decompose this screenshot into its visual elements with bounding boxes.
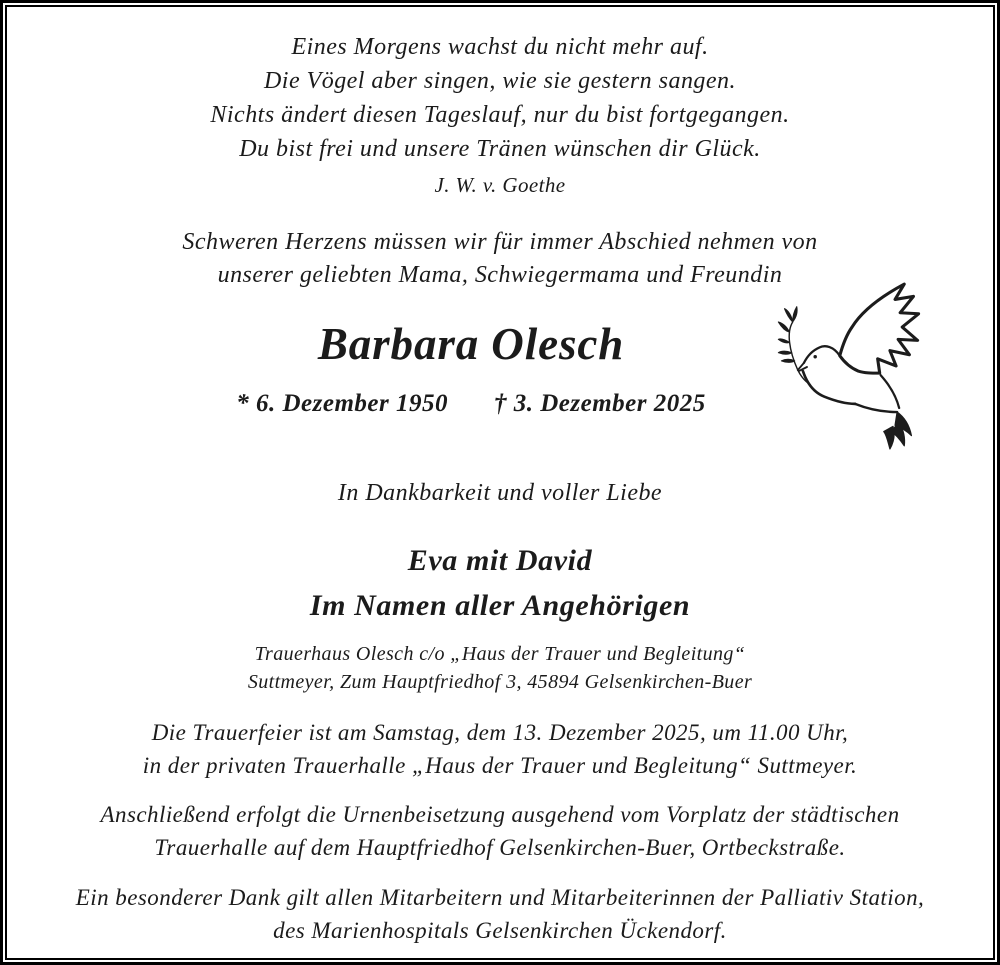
service-line: Die Trauerfeier ist am Samstag, dem 13. Dezember 2025, um 11.00 Uhr, xyxy=(151,720,849,745)
burial-info-section xyxy=(7,798,993,864)
dove-with-olive-branch-icon xyxy=(776,281,924,453)
intro-line: unserer geliebten Mama, Schwiegermama und Freundin xyxy=(217,262,783,288)
burial-line: Anschließend erfolgt die Urnenbeisetzung ausgehend vom Vorplatz der städtischen xyxy=(100,802,900,827)
service-info-section xyxy=(7,716,993,782)
funeral-home-section xyxy=(7,640,993,696)
thanks-line: Ein besonderer Dank gilt allen Mitarbeitern und Mitarbeiterinnen der Palliativ Station, xyxy=(75,885,925,910)
gratitude-line: In Dankbarkeit und voller Liebe xyxy=(337,480,663,506)
service-line: in der privaten Trauerhalle „Haus der Trauer und Begleitung“ Suttmeyer. xyxy=(142,753,858,778)
intro-line: Schweren Herzens müssen wir für immer Abschied nehmen von xyxy=(182,229,818,255)
funeral-home-line: Suttmeyer, Zum Hauptfriedhof 3, 45894 Gelsenkirchen-Buer xyxy=(247,671,753,693)
poem-line: Nichts ändert diesen Tageslauf, nur du bist fortgegangen. xyxy=(210,102,790,128)
mourners-section xyxy=(7,538,993,628)
death-date: † 3. Dezember 2025 xyxy=(494,390,706,417)
poem-line: Die Vögel aber singen, wie sie gestern sangen. xyxy=(264,68,736,94)
thanks-section xyxy=(7,881,993,947)
notice-inner-border xyxy=(5,5,995,960)
poem-line: Du bist frei und unsere Tränen wünschen dir Glück. xyxy=(239,136,761,162)
mourners-line: Im Namen aller Angehörigen xyxy=(309,589,691,622)
thanks-line: des Marienhospitals Gelsenkirchen Ückendorf. xyxy=(273,918,727,943)
poem-attribution: J. W. v. Goethe xyxy=(434,173,566,197)
deceased-name: Barbara Olesch xyxy=(317,319,625,369)
mourners-line: Eva mit David xyxy=(407,544,593,577)
poem-section xyxy=(7,30,993,166)
funeral-home-line: Trauerhaus Olesch c/o „Haus der Trauer und Begleitung“ xyxy=(254,643,746,665)
poem-line: Eines Morgens wachst du nicht mehr auf. xyxy=(291,34,709,60)
birth-date: * 6. Dezember 1950 xyxy=(236,390,448,417)
burial-line: Trauerhalle auf dem Hauptfriedhof Gelsenkirchen-Buer, Ortbeckstraße. xyxy=(154,835,846,860)
